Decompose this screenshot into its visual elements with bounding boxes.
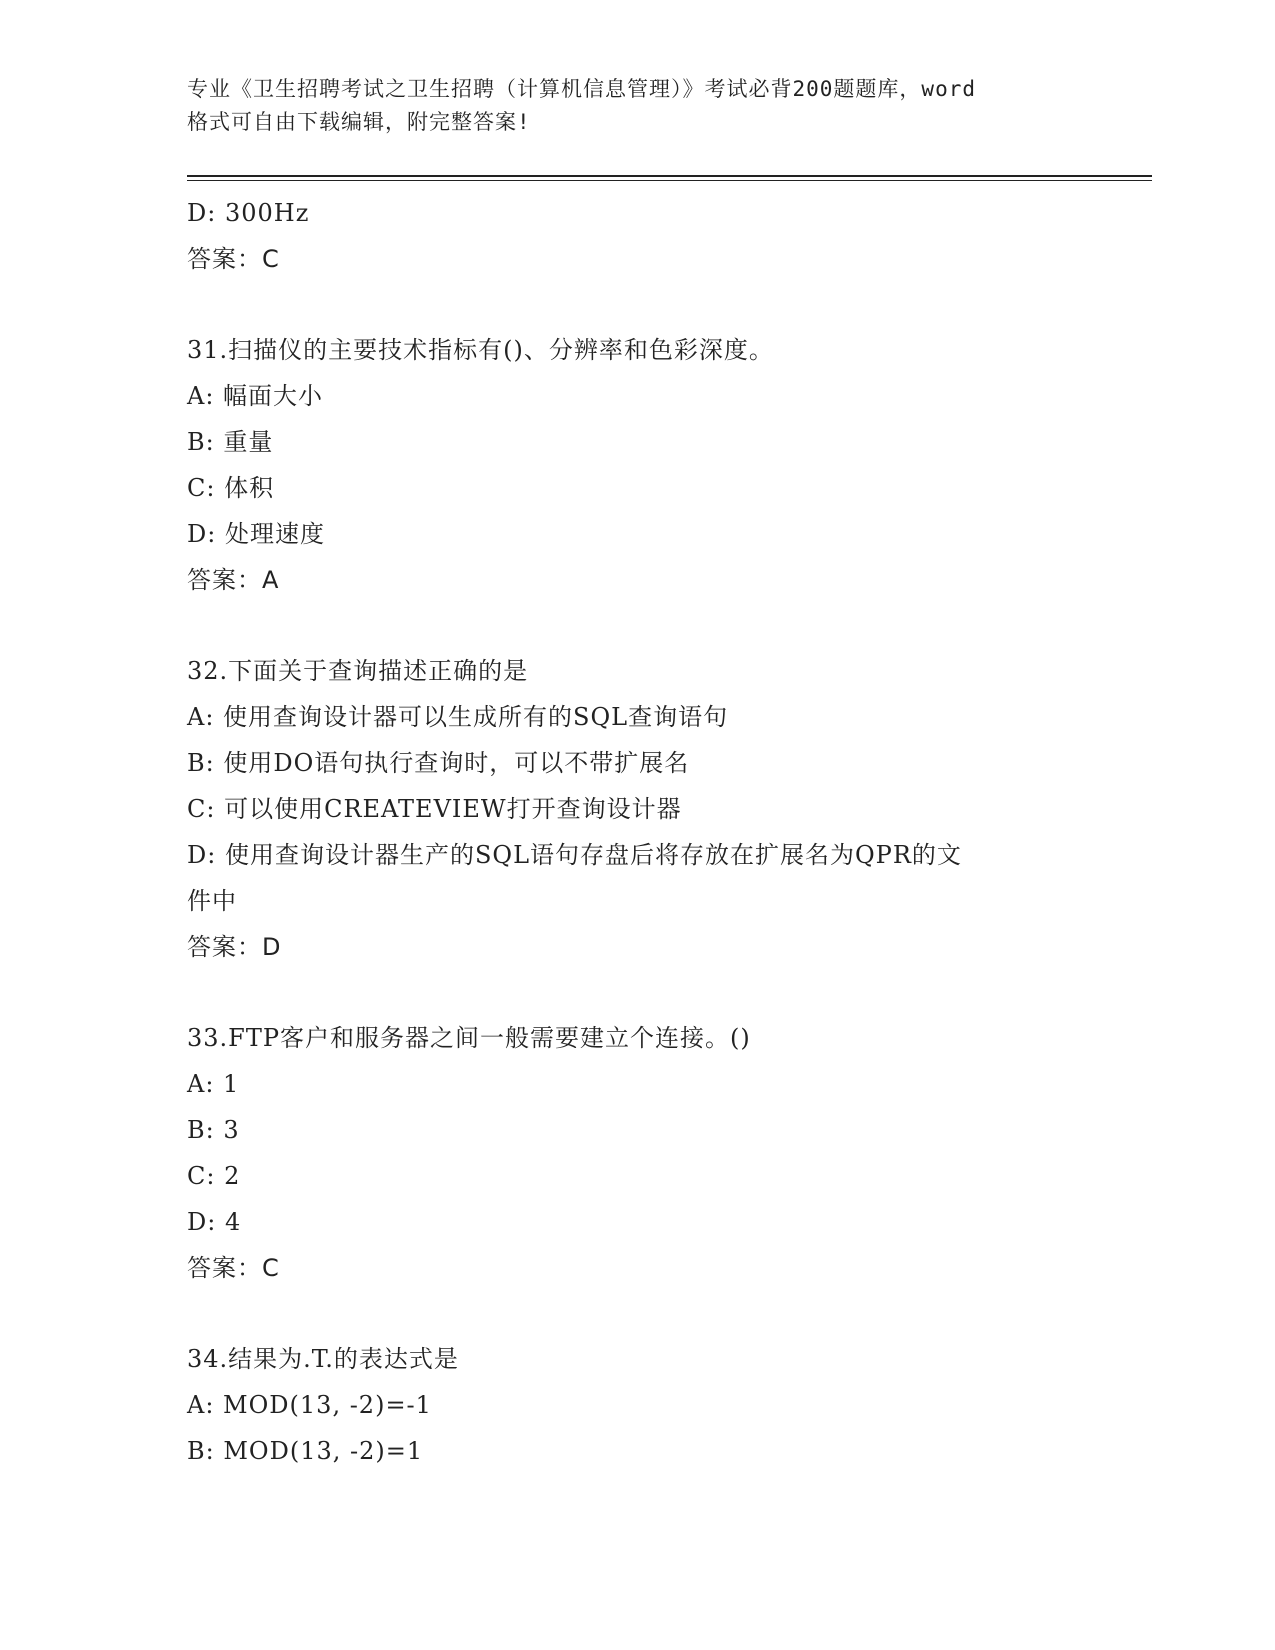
option-c: C: 体积	[187, 474, 275, 502]
option-c: C: 2	[187, 1162, 241, 1190]
option-d-continued: 件中	[187, 887, 237, 915]
option-b: B: 使用DO语句执行查询时，可以不带扩展名	[187, 749, 690, 777]
option-b: B: MOD(13, -2)=1	[187, 1437, 424, 1465]
answer-line: 答案：D	[187, 933, 282, 961]
option-c: C: 可以使用CREATEVIEW打开查询设计器	[187, 795, 682, 823]
option-b: B: 3	[187, 1116, 240, 1144]
question-33	[187, 1015, 1087, 1291]
answer-line: 答案：A	[187, 566, 280, 594]
header-title-line-2: 格式可自由下载编辑，附完整答案!	[187, 110, 531, 134]
question-list	[187, 190, 1087, 1474]
question-34	[187, 1336, 1087, 1474]
question-31	[187, 327, 1087, 603]
option-d: D: 4	[187, 1208, 242, 1236]
answer-line: 答案：C	[187, 245, 280, 273]
option-a: A: 幅面大小	[187, 382, 324, 410]
option-d: D: 300Hz	[187, 199, 310, 227]
answer-line: 答案：C	[187, 1254, 280, 1282]
question-stem: 33.FTP客户和服务器之间一般需要建立个连接。()	[187, 1024, 751, 1052]
header-title-line-1: 专业《卫生招聘考试之卫生招聘（计算机信息管理）》考试必背200题题库，word	[187, 77, 976, 101]
option-b: B: 重量	[187, 428, 274, 456]
option-a: A: 1	[187, 1070, 240, 1098]
document-header	[187, 73, 1087, 139]
question-stem: 32.下面关于查询描述正确的是	[187, 657, 529, 685]
header-divider-thick	[187, 175, 1152, 177]
option-d: D: 处理速度	[187, 520, 325, 548]
previous-question-tail	[187, 190, 1087, 282]
question-stem: 34.结果为.T.的表达式是	[187, 1345, 459, 1373]
header-divider-thin	[187, 180, 1152, 181]
option-d: D: 使用查询设计器生产的SQL语句存盘后将存放在扩展名为QPR的文	[187, 841, 962, 869]
option-a: A: MOD(13, -2)=-1	[187, 1391, 432, 1419]
question-stem: 31.扫描仪的主要技术指标有()、分辨率和色彩深度。	[187, 336, 774, 364]
question-32	[187, 648, 1087, 970]
option-a: A: 使用查询设计器可以生成所有的SQL查询语句	[187, 703, 729, 731]
